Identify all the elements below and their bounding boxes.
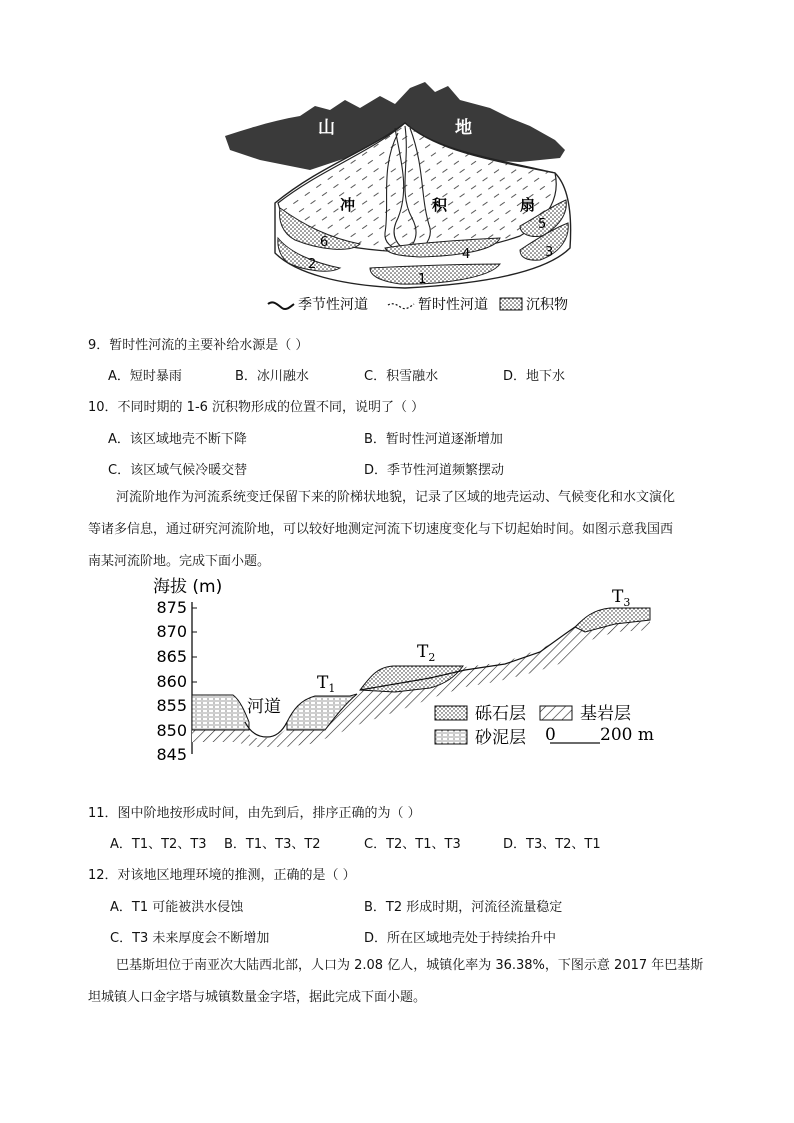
- mountain-label-2: 地: [455, 118, 472, 138]
- q11-option-d[interactable]: D．T3、T2、T1: [503, 837, 601, 852]
- q12-option-d[interactable]: D．所在区域地壳处于持续抬升中: [364, 931, 557, 946]
- layer-number-1: 1: [418, 272, 427, 287]
- fig2-legend: [435, 704, 654, 748]
- passage-2-line-2: 等诸多信息，通过研究河流阶地，可以较好地测定河流下切速度变化与下切起始时间。如图示意我国西: [88, 522, 674, 537]
- sandmud-swatch-icon: [435, 730, 467, 744]
- y-tick-865: 865: [156, 647, 187, 666]
- terrace-t3-label: $T_3$: [612, 587, 631, 609]
- q12-option-b[interactable]: B．T2 形成时期，河流径流量稳定: [364, 900, 563, 915]
- scale-end: 200 m: [600, 725, 654, 745]
- y-tick-855: 855: [156, 696, 187, 715]
- layer-number-5: 5: [538, 217, 547, 232]
- question-11-stem: 11．图中阶地按形成时间，由先到后，排序正确的为（ ）: [88, 806, 421, 821]
- mountain-label-1: 山: [318, 118, 335, 138]
- bedrock-swatch-icon: [540, 706, 572, 720]
- passage-2-line-3: 南某河流阶地。完成下面小题。: [88, 554, 271, 569]
- layer-number-3: 3: [545, 245, 554, 260]
- passage-3-line-1: 巴基斯坦位于南亚次大陆西北部，人口为 2.08 亿人，城镇化率为 36.38%，下图示意 2017 年巴基斯: [116, 958, 704, 973]
- y-tick-875: 875: [156, 598, 187, 617]
- legend-temporary: 暂时性河道: [418, 297, 488, 313]
- sediment-swatch-icon: [500, 298, 522, 310]
- q9-option-a[interactable]: A．短时暴雨: [108, 369, 182, 384]
- legend-seasonal: 季节性河道: [298, 297, 368, 313]
- layer-number-4: 4: [462, 247, 471, 262]
- q9-option-c[interactable]: C．积雪融水: [364, 369, 439, 384]
- river-label: 河道: [247, 697, 281, 717]
- q9-option-d[interactable]: D．地下水: [503, 369, 566, 384]
- fan-label-3: 扇: [520, 196, 536, 214]
- question-9-stem: 9．暂时性河流的主要补给水源是（ ）: [88, 338, 309, 353]
- legend-sediment: 沉积物: [526, 297, 568, 313]
- legend-bedrock: 基岩层: [580, 704, 631, 724]
- layer-number-6: 6: [320, 235, 329, 250]
- question-12-stem: 12．对该地区地理环境的推测，正确的是（ ）: [88, 868, 356, 883]
- seasonal-channel-icon: [268, 302, 294, 309]
- left-bank-sandmud: [192, 695, 249, 730]
- q10-option-c[interactable]: C．该区域气候冷暖交替: [108, 463, 248, 478]
- q10-option-a[interactable]: A．该区域地壳不断下降: [108, 432, 247, 447]
- q9-option-b[interactable]: B．冰川融水: [235, 369, 309, 384]
- y-tick-845: 845: [156, 745, 187, 764]
- q12-option-c[interactable]: C．T3 未来厚度会不断增加: [110, 931, 270, 946]
- temporary-channel-icon: [388, 304, 414, 309]
- y-ticks: [156, 598, 187, 764]
- y-tick-870: 870: [156, 622, 187, 641]
- question-10-stem: 10．不同时期的 1-6 沉积物形成的位置不同，说明了（ ）: [88, 400, 425, 415]
- fan-label-1: 冲: [340, 196, 356, 214]
- q10-option-d[interactable]: D．季节性河道频繁摆动: [364, 463, 505, 478]
- q12-option-a[interactable]: A．T1 可能被洪水侵蚀: [110, 900, 244, 915]
- passage-3-line-2: 坦城镇人口金字塔与城镇数量金字塔，据此完成下面小题。: [88, 990, 427, 1005]
- y-tick-850: 850: [156, 721, 187, 740]
- terrace-t1-label: $T_1$: [317, 673, 336, 695]
- scale-start: 0: [545, 725, 556, 745]
- passage-2-line-1: 河流阶地作为河流系统变迁保留下来的阶梯状地貌，记录了区域的地壳运动、气候变化和水文演化: [116, 490, 676, 505]
- layer-number-2: 2: [308, 257, 317, 272]
- y-axis-title: 海拔 (m): [153, 577, 223, 597]
- legend-sandmud: 砂泥层: [475, 728, 526, 748]
- river-terrace-diagram: [145, 572, 665, 767]
- q10-option-b[interactable]: B．暂时性河道逐渐增加: [364, 432, 503, 447]
- legend-gravel: 砾石层: [475, 704, 526, 724]
- y-tick-860: 860: [156, 672, 187, 691]
- terrace-t2-label: $T_2$: [417, 642, 436, 664]
- alluvial-fan-diagram: [220, 78, 590, 323]
- q11-option-b[interactable]: B．T1、T3、T2: [224, 837, 321, 852]
- fig1-legend: [268, 296, 568, 313]
- fan-label-2: 积: [432, 196, 448, 214]
- gravel-swatch-icon: [435, 706, 467, 720]
- q11-option-a[interactable]: A．T1、T2、T3: [110, 837, 207, 852]
- q11-option-c[interactable]: C．T2、T1、T3: [364, 837, 461, 852]
